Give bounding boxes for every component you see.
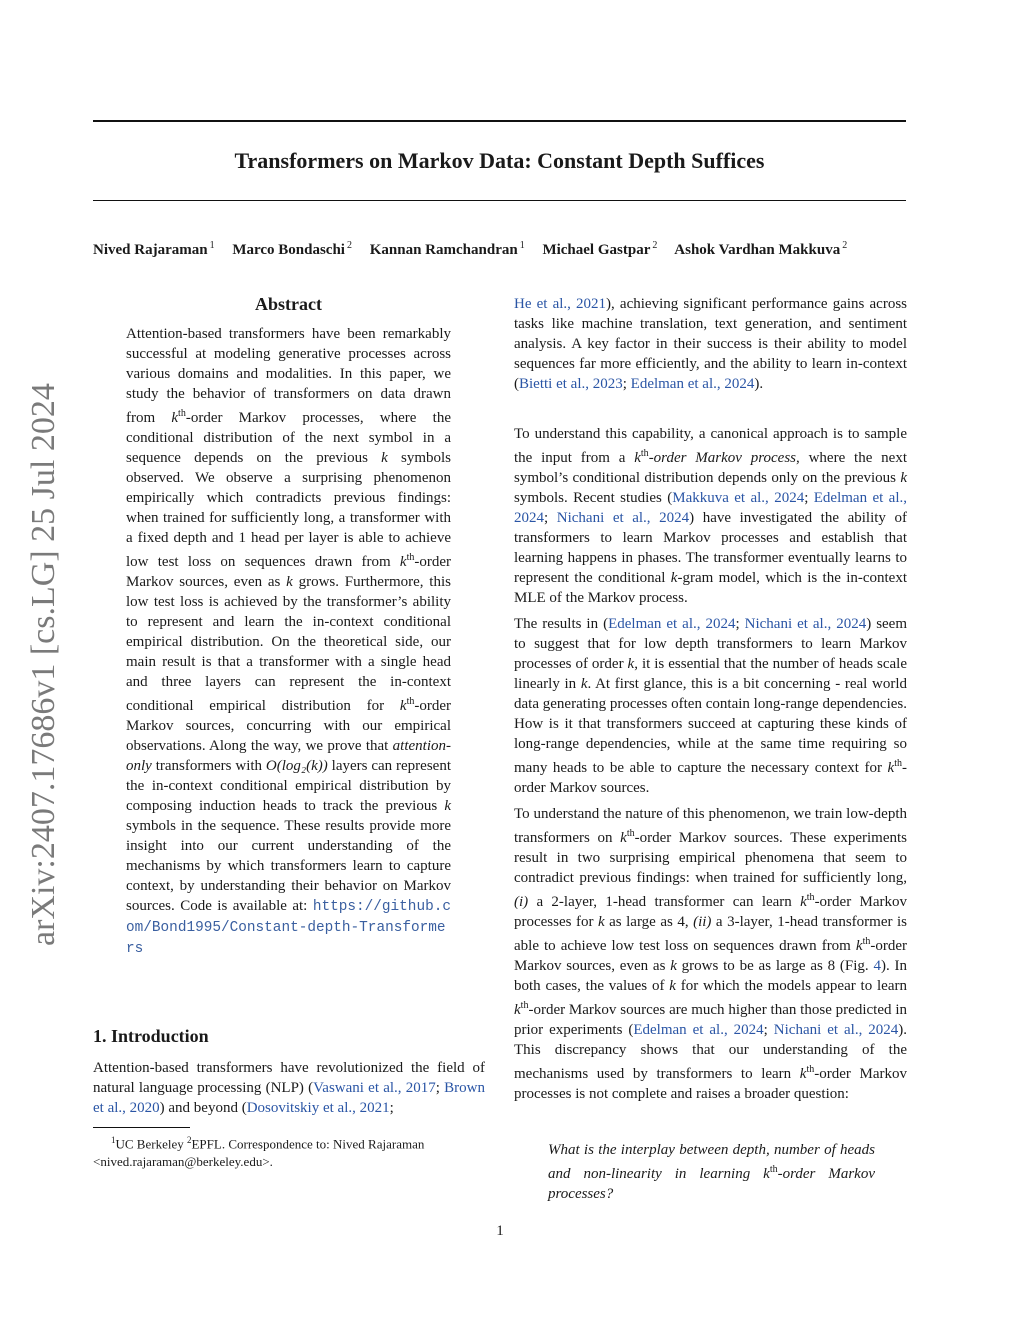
citation-author: Bietti et al.,: [519, 376, 589, 392]
citation-author: Edelman et al.,: [630, 376, 721, 392]
math-big-o: O(log₂(k)): [265, 758, 328, 774]
paragraph-text: -order Markov sources. These experiments result in two surprising empirical phenomena that seem to contradict previous findings: when trained for sufficiently long,: [514, 830, 907, 886]
citation-link[interactable]: [745, 616, 867, 632]
paragraph-text: ). In both cases, the values of: [514, 958, 907, 994]
paragraph-text: -order Markov processes for: [514, 894, 907, 930]
abstract-text-segment: symbols observed. We observe a surprising phenomenon empirically which contradicts previous findings: when trained for sufficiently long, a transformer with a fixed depth and 1 head per layer is able to achieve low test loss on sequences drawn from: [126, 450, 451, 570]
math-k: k: [580, 676, 588, 692]
math-k: k: [800, 894, 807, 910]
title-rule-bottom: [93, 200, 906, 201]
paragraph-text: To understand this capability, a canonical approach is to sample the input from a: [514, 426, 907, 466]
math-k: k: [286, 574, 293, 590]
citation-link[interactable]: [608, 616, 735, 632]
author-name: Kannan Ramchandran: [369, 242, 518, 258]
citation-link[interactable]: [557, 510, 689, 526]
superscript-th: th: [406, 696, 415, 707]
citation-year: 2017: [405, 1080, 436, 1096]
arxiv-identifier-sidebar: arXiv:2407.17686v1 [cs.LG] 25 Jul 2024: [25, 383, 62, 946]
author: [93, 242, 215, 258]
emphasis-markov-process: -order Markov process: [648, 450, 797, 466]
author: [674, 242, 847, 258]
citation-link[interactable]: [514, 296, 606, 312]
citation-author: Nichani et al.,: [556, 510, 651, 526]
abstract-text-segment: layers can represent the in-context conditional empirical distribution by composing induction heads to track the previous: [126, 758, 451, 814]
math-k: k: [669, 978, 676, 994]
code-repository-link[interactable]: https://github.com/Bond1995/Constant-depth-Transformers: [126, 899, 451, 957]
math-k: k: [670, 570, 678, 586]
intro-paragraph: The results in (Edelman et al., 2024; Nichani et al., 2024) seem to suggest that for low depth transformers to learn Markov processes of order k, it is essential that the number of heads scale linearly in k. At first glance, this is a bit concerning - real world data generating processes often contain long-range dependencies. How is it that transformers succeed at capturing these kinds of long-range dependencies, while at the same time requiring so many heads to be able to capture the necessary context for $k^{th}$-order Markov sources.: [514, 616, 908, 796]
math-k: k: [799, 1066, 807, 1082]
math-k: k: [597, 914, 605, 930]
paragraph-text: To understand the nature of this phenomenon, we train low-depth transformers on: [514, 806, 907, 846]
author-name: Nived Rajaraman: [93, 242, 208, 258]
math-k: k: [399, 554, 407, 570]
intro-paragraph: Attention-based transformers have revolutionized the field of natural language processing (NLP) (Vaswani et al., 2017; Brown et al., 2020) and beyond (Dosovitskiy et al., 2021;: [93, 1060, 486, 1116]
author: [542, 242, 657, 258]
paragraph-text: ) seem to suggest that for low depth transformers to learn Markov processes of order: [514, 616, 908, 672]
question-text: What is the interplay between depth, number of heads and non-linearity in learning: [548, 1142, 875, 1182]
author: [370, 242, 525, 258]
affiliation-footnote: [93, 1131, 485, 1171]
citation-year: 2024: [514, 510, 544, 526]
superscript-th: th: [178, 408, 186, 419]
research-question: [548, 1140, 875, 1204]
citation-link[interactable]: [631, 376, 755, 392]
paragraph-text: -order Markov processes is not complete and raises a broader question:: [514, 1066, 907, 1102]
math-k: k: [171, 410, 179, 426]
citation-year: 2021: [576, 296, 607, 312]
superscript-th: th: [626, 828, 635, 839]
abstract-body: [126, 324, 451, 959]
citation-year: 2023: [592, 376, 623, 392]
author: [232, 242, 352, 258]
superscript-th: th: [862, 936, 871, 947]
figure-reference-link[interactable]: 4: [873, 958, 881, 974]
citation-link[interactable]: [774, 1022, 898, 1038]
paragraph-text: grows to be as large as 8 (Fig.: [676, 958, 874, 974]
abstract-text-segment: -order Markov processes, where the conditional distribution of the next symbol in a sequence depends on the previous: [126, 410, 451, 466]
math-k: k: [627, 656, 635, 672]
paragraph-text: ) have investigated the ability of transformers to learn Markov processes and establish that learning happens in phases. The transformer eventually learns to represent the conditional: [514, 510, 907, 586]
abstract-text-segment: symbols in the sequence. These results provide more insight into our current understanding of the mechanisms by which transformers learn to capture context, by understanding their behavior on Markov sources. Code is available at:: [126, 818, 451, 914]
paragraph-text: ), achieving significant performance gains across tasks like machine translation, text generation, and sentiment analysis. A key factor in their success is their ability to model sequences far more efficiently, and the ability to learn in-context (: [514, 296, 908, 392]
section-heading-introduction: 1. Introduction: [93, 1026, 209, 1046]
footnote-rule: [93, 1127, 190, 1128]
affiliation-mark: 2: [186, 1135, 192, 1145]
citation-year: 2024: [774, 490, 805, 506]
author-name: Michael Gastpar: [542, 242, 651, 258]
math-k: k: [855, 938, 863, 954]
abstract-heading: Abstract: [255, 294, 322, 314]
citation-author: Nichani et al.,: [773, 1022, 863, 1038]
math-roman-ii: (ii): [693, 914, 712, 930]
citation-link[interactable]: [672, 490, 804, 506]
citation-link[interactable]: [519, 376, 623, 392]
paragraph-text: -gram model, which is the in-context MLE of the Markov process.: [514, 570, 908, 606]
paragraph-text: , it is essential that the number of heads scale linearly in: [514, 656, 907, 692]
intro-paragraph: He et al., 2021), achieving significant performance gains across tasks like machine translation, text generation, and sentiment analysis. A key factor in their success is their ability to model sequences far more efficiently, and the ability to learn in-context (Bietti et al., 2023; Edelman et al., 2024).: [514, 296, 908, 392]
citation-author: Edelman et al.,: [608, 616, 701, 632]
math-k: k: [670, 958, 677, 974]
paragraph-text: for which the models appear to learn: [675, 978, 907, 994]
citation-author: Makkuva et al.,: [672, 490, 769, 506]
citation-year: 2024: [705, 616, 736, 632]
citation-link[interactable]: [633, 1022, 763, 1038]
abstract-text-segment: -order Markov sources, concurring with our empirical observations. Along the way, we prove that: [126, 698, 451, 754]
math-k: k: [887, 760, 895, 776]
citation-author: Vaswani et al.,: [313, 1080, 402, 1096]
superscript-th: th: [769, 1164, 778, 1175]
paragraph-text: symbols. Recent studies (: [514, 490, 673, 506]
citation-link[interactable]: [313, 1080, 436, 1096]
citation-author: Brown et al.,: [93, 1080, 486, 1116]
citation-author: Dosovitskiy et al.,: [246, 1100, 356, 1116]
citation-year: 2020: [129, 1100, 160, 1116]
intro-paragraph: To understand this capability, a canonical approach is to sample the input from a $k^{th}$-order Markov process, where the next symbol’s conditional distribution depends only on the previous k symbols. Recent studies (Makkuva et al., 2024; Edelman et al., 2024; Nichani et al., 2024) have investigated the ability of transformers to learn Markov processes and establish that learning happens in phases. The transformer eventually learns to represent the conditional k-gram model, which is the in-context MLE of the Markov process.: [514, 426, 908, 606]
citation-author: Edelman et al.,: [813, 490, 907, 506]
abstract-text-segment: transformers with: [151, 758, 266, 774]
affiliation-mark: 2: [842, 240, 848, 251]
paper-title: Transformers on Markov Data: Constant Depth Suffices: [234, 148, 765, 173]
intro-text-segment: ) and beyond (: [159, 1100, 247, 1116]
citation-author: Edelman et al.,: [633, 1022, 728, 1038]
paragraph-text: a 2-layer, 1-head transformer can learn: [528, 894, 801, 910]
footnote-text: UC Berkeley: [115, 1136, 187, 1152]
math-k: k: [763, 1166, 770, 1182]
page-number: 1: [496, 1223, 504, 1239]
math-k: k: [620, 830, 627, 846]
question-text: -order Markov processes?: [548, 1166, 875, 1202]
superscript-th: th: [640, 448, 649, 459]
math-k: k: [514, 1002, 521, 1018]
citation-year: 2024: [724, 376, 755, 392]
math-k: k: [381, 450, 388, 466]
paragraph-text: as large as 4,: [604, 914, 694, 930]
superscript-th: th: [894, 758, 902, 769]
math-k: k: [634, 450, 641, 466]
paragraph-text: The results in (: [514, 616, 609, 632]
affiliation-mark: 1: [519, 240, 525, 251]
superscript-th: th: [520, 1000, 529, 1011]
intro-text-segment: Attention-based transformers have revolutionized the field of natural language processing (NLP) (: [93, 1060, 485, 1096]
author-name: Marco Bondaschi: [232, 242, 345, 258]
citation-year: 2024: [659, 510, 690, 526]
citation-link[interactable]: [247, 1100, 390, 1116]
paragraph-text: , where the next symbol’s conditional distribution depends only on the previous: [514, 450, 907, 486]
paragraph-text: -order Markov sources, even as: [514, 938, 907, 974]
math-k: k: [444, 798, 451, 814]
paragraph-text: -order Markov sources are much higher than those predicted in prior experiments (: [514, 1002, 907, 1038]
title-rule-top: [93, 120, 906, 122]
abstract-text-segment: grows. Furthermore, this low test loss is achieved by the transformer’s ability to represent and learn the in-context conditional empirical distribution. On the theoretical side, our main result is that a transformer with a single head and three layers can represent the in-context conditional empirical distribution for: [126, 574, 451, 714]
citation-year: 2024: [733, 1022, 764, 1038]
citation-year: 2024: [868, 1022, 899, 1038]
superscript-th: th: [406, 552, 415, 563]
affiliation-mark: 2: [346, 240, 352, 251]
intro-paragraph: To understand the nature of this phenomenon, we train low-depth transformers on $k^{th}$-order Markov sources. These experiments result in two surprising empirical phenomena that seem to contradict previous findings: when trained for sufficiently long, (i) a 2-layer, 1-head transformer can learn $k^{th}$-order Markov processes for k as large as 4, (ii) a 3-layer, 1-head transformer is able to achieve low test loss on sequences drawn from $k^{th}$-order Markov sources, even as k grows to be as large as 8 (Fig. 4). In both cases, the values of k for which the models appear to learn $k^{th}$-order Markov sources are much higher than those predicted in prior experiments (Edelman et al., 2024; Nichani et al., 2024). This discrepancy shows that our understanding of the mechanisms used by transformers to learn $k^{th}$-order Markov processes is not complete and raises a broader question:: [514, 806, 908, 1102]
paragraph-text: -order Markov sources.: [514, 760, 907, 796]
paragraph-text: a 3-layer, 1-head transformer is able to achieve low test loss on sequences drawn from: [514, 914, 907, 954]
emphasis-attention-only: attention-only: [126, 738, 451, 774]
paragraph-text: ).: [754, 376, 764, 392]
citation-year: 2024: [836, 616, 867, 632]
abstract-text-segment: Attention-based transformers have been remarkably successful at modeling generative processes across various domains and modalities. In this paper, we study the behavior of transformers on data drawn from: [126, 326, 451, 426]
superscript-th: th: [806, 892, 815, 903]
superscript-th: th: [806, 1064, 815, 1075]
affiliation-mark: 1: [111, 1135, 116, 1145]
citation-author: Nichani et al.,: [744, 616, 832, 632]
math-k: k: [900, 470, 907, 486]
abstract-text-segment: -order Markov sources, even as: [126, 554, 451, 590]
footnote-text: EPFL. Correspondence to: Nived Rajaraman <nived.rajaraman@berkeley.edu>.: [93, 1136, 425, 1170]
paragraph-text: . At first glance, this is a bit concerning - real world data generating processes often contain long-range dependencies. How is it that transformers succeed at capturing these kinds of long-range dependencies, while at the same time requiring so many heads to be able to capture the necessary context for: [514, 676, 908, 776]
author-name: Ashok Vardhan Makkuva: [674, 242, 841, 258]
affiliation-mark: 2: [652, 240, 658, 251]
affiliation-mark: 1: [209, 240, 215, 251]
paragraph-text: ). This discrepancy shows that our understanding of the mechanisms used by transformers to learn: [514, 1022, 908, 1082]
citation-year: 2021: [359, 1100, 390, 1116]
math-k: k: [399, 698, 407, 714]
math-roman-i: (i): [514, 894, 529, 910]
citation-author: He et al.,: [514, 296, 571, 312]
author-list: [93, 236, 913, 260]
